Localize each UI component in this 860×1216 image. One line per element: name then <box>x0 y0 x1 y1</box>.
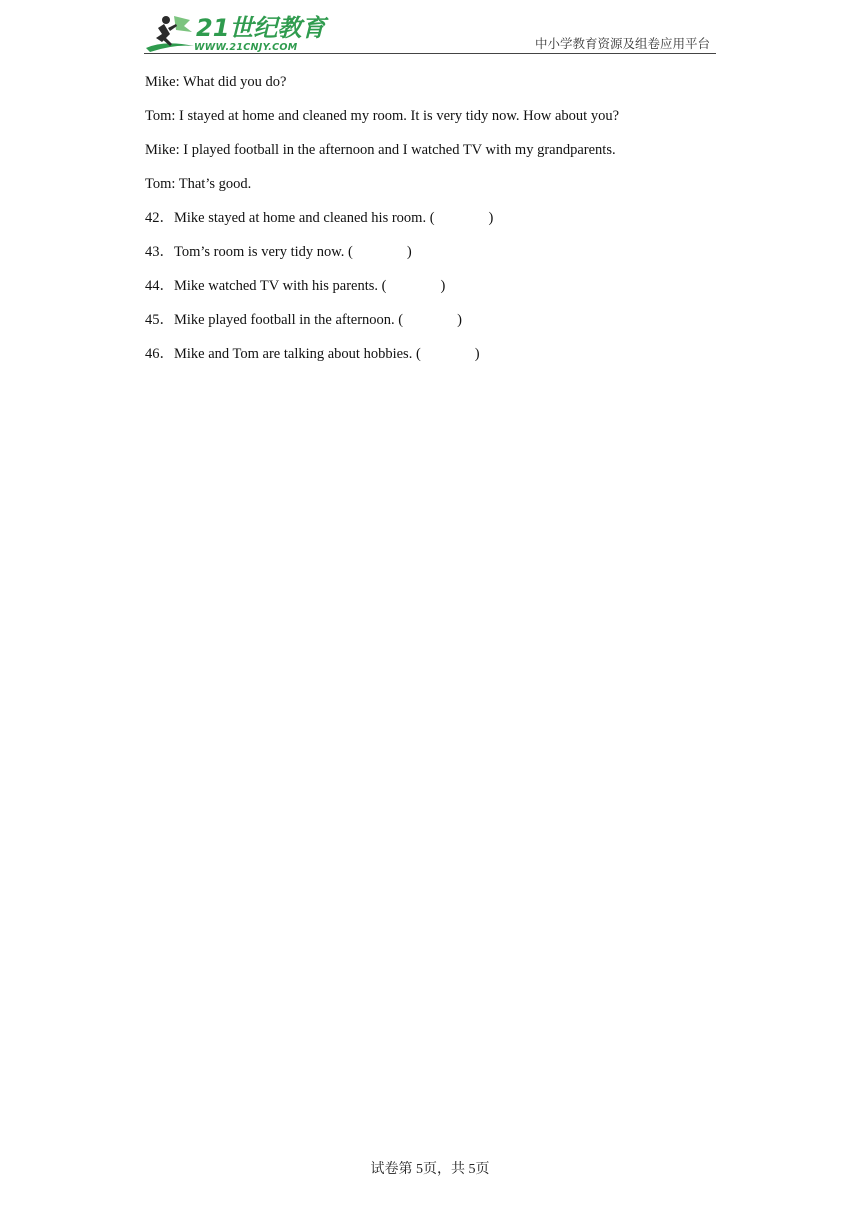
dialogue-line: Mike: I played football in the afternoon and I watched TV with my grandparents. <box>145 142 616 158</box>
dialogue-line: Tom: I stayed at home and cleaned my room. It is very tidy now. How about you? <box>145 108 620 124</box>
question-close: ) <box>457 312 462 328</box>
question-close: ) <box>440 278 446 294</box>
question-number: 43． <box>145 244 174 260</box>
question-number: 45． <box>145 312 174 328</box>
question-number: 44． <box>145 278 174 294</box>
header-divider <box>144 53 716 54</box>
question-42 <box>145 208 715 228</box>
question-close: ) <box>488 210 494 226</box>
question-number: 46． <box>145 346 174 362</box>
question-text: Mike watched TV with his parents. ( <box>174 278 387 294</box>
question-44 <box>145 276 715 296</box>
page-content <box>145 72 715 378</box>
page-header <box>144 8 716 56</box>
question-text: Mike played football in the afternoon. ( <box>174 312 404 328</box>
question-45 <box>145 310 715 330</box>
logo-url: WWW.21CNJY.COM <box>194 42 298 53</box>
site-logo[interactable] <box>144 8 326 56</box>
dialogue-line: Mike: What did you do? <box>145 74 287 90</box>
question-number: 42． <box>145 210 174 226</box>
question-text: Mike and Tom are talking about hobbies. ( <box>174 346 421 362</box>
page-footer: 试卷第 5页，共 5页 <box>370 1162 490 1177</box>
question-43 <box>145 242 715 262</box>
logo-title: 21世纪教育 <box>196 14 326 42</box>
runner-flag-icon <box>144 12 200 54</box>
question-text: Tom’s room is very tidy now. ( <box>174 244 353 260</box>
site-tagline: 中小学教育资源及组卷应用平台 <box>534 36 710 51</box>
question-close: ) <box>406 244 412 260</box>
question-46 <box>145 344 715 364</box>
question-close: ) <box>474 346 480 362</box>
question-text: Mike stayed at home and cleaned his room. ( <box>174 210 435 226</box>
dialogue-line: Tom: That’s good. <box>145 176 252 192</box>
